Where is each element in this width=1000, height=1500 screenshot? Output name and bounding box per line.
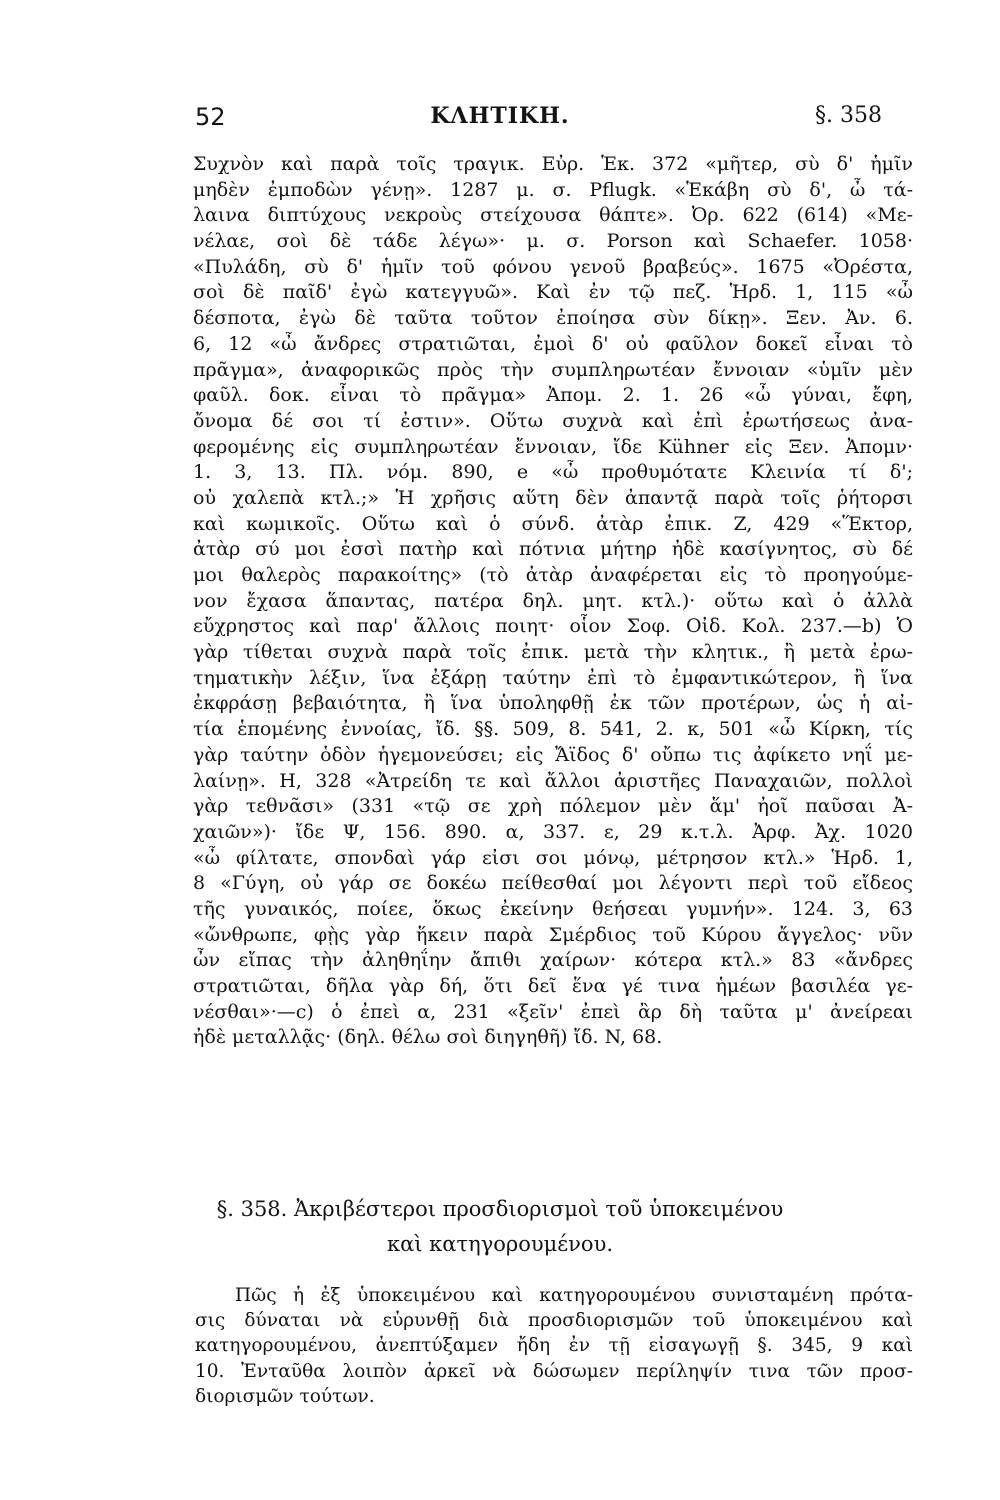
text-line: οὐ χαλεπὰ κτλ.;» Ἡ χρῆσις αὕτη δὲν ἀπαντᾷ παρὰ τοῖς ῥήτορσι <box>193 486 913 509</box>
text-line: Συχνὸν καὶ παρὰ τοῖς τραγικ. Εὐρ. Ἑκ. 372 «μῆτερ, σὺ δ' ἡμῖν <box>193 153 913 175</box>
text-line: τηματικὴν λέξιν, ἵνα ἐξάρῃ ταύτην ἐπὶ τὸ ἐμφαντικώτερον, ἢ ἵνα <box>193 666 913 689</box>
text-line: χαιῶν»)· ἴδε Ψ, 156. 890. α, 337. ε, 29 κ.τ.λ. Ἀρφ. Ἀχ. 1020 <box>193 820 913 843</box>
text-line: ὄνομα δέ σοι τί ἐστιν». Οὕτω συχνὰ καὶ ἐπὶ ἐρωτήσεως ἀνα- <box>193 409 913 432</box>
main-text-block <box>193 152 913 1051</box>
paragraph-line: 10. Ἐνταῦθα λοιπὸν ἀρκεῖ νὰ δώσωμεν περίληψίν τινα τῶν προσ- <box>195 1360 913 1382</box>
text-line: τία ἑπομένης ἐννοίας, ἴδ. §§. 509, 8. 541, 2. κ, 501 «ὦ Κίρκη, τίς <box>193 718 913 741</box>
running-title: ΚΛΗΤΙΚΗ. <box>430 103 570 129</box>
text-line: δέσποτα, ἐγὼ δὲ ταῦτα τοῦτον ἐποίησα σὺν δίκῃ». Ξεν. Ἀν. 6. <box>193 307 913 330</box>
text-line: 1. 3, 13. Πλ. νόμ. 890, e «ὦ προθυμότατε Κλεινία τί δ'; <box>193 461 913 484</box>
text-line: 8 «Γύγη, οὐ γάρ σε δοκέω πείθεσθαί μοι λέγοντι περὶ τοῦ εἴδεος <box>193 872 913 895</box>
text-line: «ὤνθρωπε, φῂς γὰρ ἥκειν παρὰ Σμέρδιος τοῦ Κύρου ἄγγελος· νῦν <box>193 923 913 946</box>
text-line: εὔχρηστος καὶ παρ' ἄλλοις ποιητ· οἷον Σοφ. Οἰδ. Κολ. 237.—b) Ὁ <box>193 615 913 638</box>
section-heading-continued: καὶ κατηγορουμένου. <box>386 1232 614 1256</box>
text-line: γὰρ ταύτην ὁδὸν ἡγεμονεύσει; εἰς Ἄϊδος δ' οὔπω τις ἀφίκετο νηΐ με- <box>193 743 913 766</box>
text-line: ἐκφράσῃ βεβαιότητα, ἢ ἵνα ὑποληφθῇ ἐκ τῶν προτέρων, ὡς ἡ αἰ- <box>193 692 913 715</box>
text-line: τῆς γυναικός, ποίεε, ὅκως ἐκείνην θεήσεαι γυμνήν». 124. 3, 63 <box>193 897 913 920</box>
section-paragraph <box>195 1283 913 1409</box>
text-line: «ὦ φίλτατε, σπονδαὶ γάρ εἰσι σοι μόνῳ, μέτρησον κτλ.» Ἡρδ. 1, <box>193 846 913 869</box>
page-number: 52 <box>195 103 226 131</box>
text-line: λαίνῃ». H, 328 «Ἀτρείδη τε καὶ ἄλλοι ἀριστῆες Παναχαιῶν, πολλοὶ <box>193 769 913 792</box>
text-line: νέσθαι»·—c) ὁ ἐπεὶ α, 231 «ξεῖν' ἐπεὶ ἂρ δὴ ταῦτα μ' ἀνείρεαι <box>193 1000 913 1023</box>
text-line: νέλαε, σοὶ δὲ τάδε λέγω»· μ. σ. Porson καὶ Schaefer. 1058· <box>193 230 913 253</box>
text-line: γὰρ τεθνᾶσι» (331 «τῷ σε χρὴ πόλεμον μὲν ἅμ' ἠοῖ παῦσαι Ἀ- <box>193 795 913 818</box>
text-line: ὦν εἴπας τὴν ἀληθηΐην ἄπιθι χαίρων· κότερα κτλ.» 83 «ἄνδρες <box>193 949 913 972</box>
text-line: σοὶ δὲ παῖδ' ἐγὼ κατεγγυῶ». Καὶ ἐν τῷ πεζ. Ἡρδ. 1, 115 «ὦ <box>193 281 913 304</box>
text-line: γὰρ τίθεται συχνὰ παρὰ τοῖς ἐπικ. μετὰ τὴν κλητικ., ἢ μετὰ ἐρω- <box>193 641 913 664</box>
paragraph-line: κατηγορουμένου, ἀνεπτύξαμεν ἤδη ἐν τῇ εἰσαγωγῇ §. 345, 9 καὶ <box>195 1335 913 1357</box>
section-reference: §. 358 <box>815 103 882 128</box>
text-line: λαινα διπτύχους νεκροὺς στείχουσα θάπτε». Ὀρ. 622 (614) «Με- <box>193 204 913 227</box>
text-line: ἀτὰρ σύ μοι ἐσσὶ πατὴρ καὶ πότνια μήτηρ ἠδὲ κασίγνητος, σὺ δέ <box>193 538 913 561</box>
text-line: φερομένης εἰς συμπληρωτέαν ἔννοιαν, ἴδε Kühner εἰς Ξεν. Ἀπομν· <box>193 435 913 458</box>
paragraph-line: Πῶς ἡ ἐξ ὑποκειμένου καὶ κατηγορουμένου συνισταμένη πρότα- <box>235 1285 913 1306</box>
text-line: φαῦλ. δοκ. εἶναι τὸ πρᾶγμα» Ἀπομ. 2. 1. 26 «ὦ γύναι, ἔφη, <box>193 384 913 407</box>
text-line: μοι θαλερὸς παρακοίτης» (τὸ ἀτὰρ ἀναφέρεται εἰς τὸ προηγούμε- <box>193 564 913 586</box>
paragraph-line: σις δύναται νὰ εὐρυνθῇ διὰ προσδιορισμῶν τοῦ ὑποκειμένου καὶ <box>195 1310 913 1332</box>
text-line: ἠδὲ μεταλλᾷς· (δηλ. θέλω σοὶ διηγηθῆ) ἴδ. N, 68. <box>193 1026 663 1049</box>
paragraph-line: διορισμῶν τούτων. <box>195 1385 375 1407</box>
text-line: πρᾶγμα», ἀναφορικῶς πρὸς τὴν συμπληρωτέαν ἔννοιαν «ὑμῖν μὲν <box>193 358 913 381</box>
text-line: νον ἔχασα ἅπαντας, πατέρα δηλ. μητ. κτλ.)· οὕτω καὶ ὁ ἀλλὰ <box>193 589 913 612</box>
text-line: μηδὲν ἐμποδὼν γένῃ». 1287 μ. σ. Pflugk. «Ἑκάβη σὺ δ', ὦ τά- <box>193 178 913 201</box>
text-line: καὶ κωμικοῖς. Οὕτω καὶ ὁ σύνδ. ἀτὰρ ἐπικ. Z, 429 «Ἕκτορ, <box>193 512 913 535</box>
text-line: 6, 12 «ὦ ἄνδρες στρατιῶται, ἐμοὶ δ' οὐ φαῦλον δοκεῖ εἶναι τὸ <box>193 332 913 355</box>
text-line: «Πυλάδη, σὺ δ' ἡμῖν τοῦ φόνου γενοῦ βραβεύς». 1675 «Ὀρέστα, <box>193 255 913 278</box>
text-line: στρατιῶται, δῆλα γὰρ δή, ὅτι δεῖ ἕνα γέ τινα ἡμέων βασιλέα γε- <box>193 975 913 997</box>
section-heading: §. 358. Ἀκριβέστεροι προσδιορισμοὶ τοῦ ὑποκειμένου <box>216 1197 784 1221</box>
